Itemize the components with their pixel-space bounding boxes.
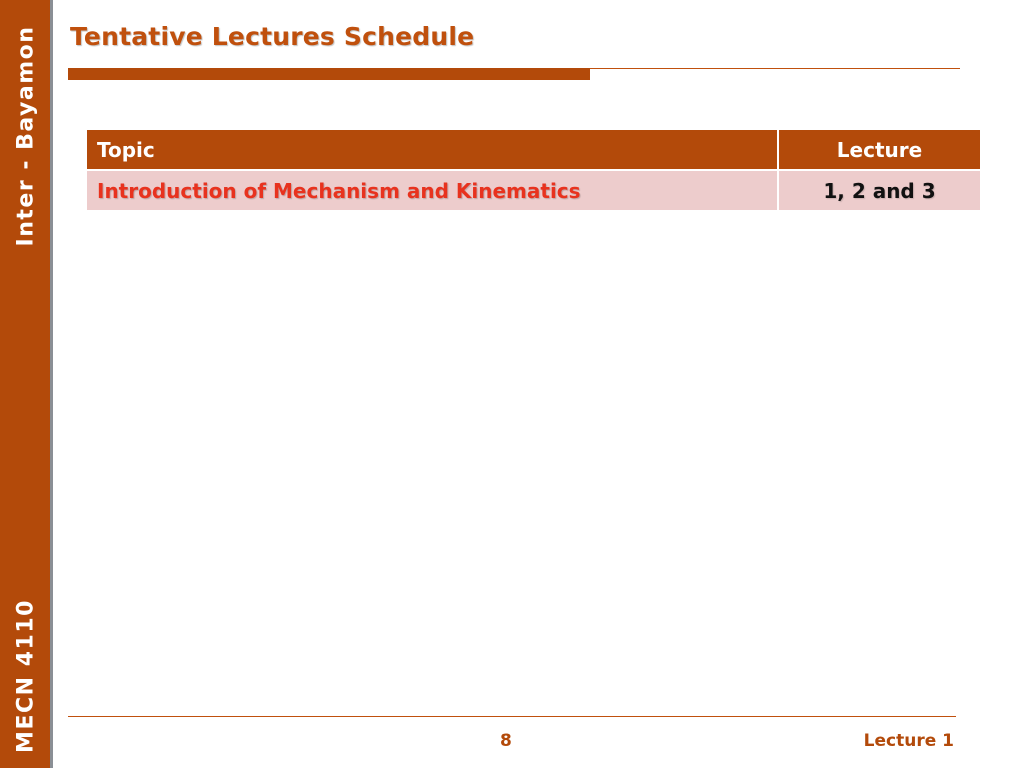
page-number: 8 [500,731,512,751]
table-row [86,170,981,211]
slide-title: Tentative Lectures Schedule [70,22,475,51]
footer-lecture-label: Lecture 1 [863,731,954,751]
title-underline-rule [590,68,960,69]
table-header-row [86,129,981,170]
footer-rule [68,716,956,717]
sidebar [0,0,53,768]
title-underline-bar [68,68,590,80]
sidebar-institution-label: Inter - Bayamon [13,25,39,247]
sidebar-course-code: MECN 4110 [13,599,39,753]
header-topic: Topic [86,129,778,170]
schedule-table [85,128,982,212]
topic-cell: Introduction of Mechanism and Kinematics [86,170,778,211]
lecture-cell: 1, 2 and 3 [778,170,981,211]
header-lecture: Lecture [778,129,981,170]
